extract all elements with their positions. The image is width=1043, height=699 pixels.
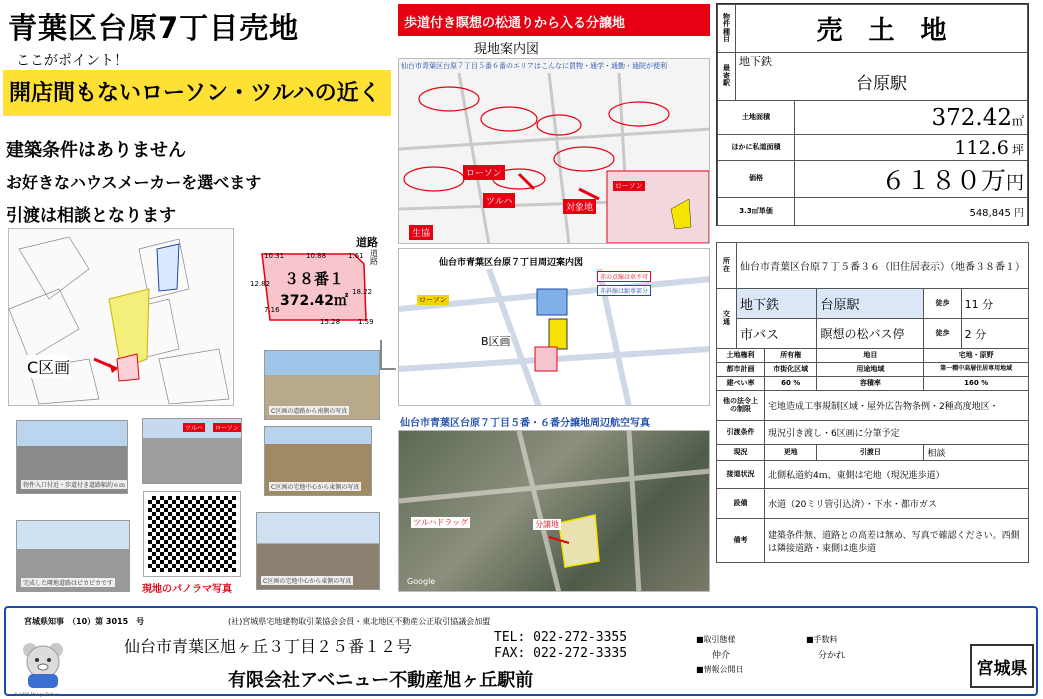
photo-lot-caption: C区画の宅地中心から東側の写真 xyxy=(263,578,352,585)
city-label: 都市計画 xyxy=(717,363,765,377)
company-address: 仙台市青葉区旭ヶ丘３丁目２５番１２号 xyxy=(124,637,413,656)
road-label: 道路 xyxy=(356,236,378,249)
tesuryo-value: 分かれ xyxy=(818,651,846,661)
youseki-unit: % xyxy=(981,378,989,387)
kenpei-value: 60 xyxy=(781,378,791,387)
address-label: 所在 xyxy=(717,243,737,289)
price-value: ６１８０万 xyxy=(880,166,1006,195)
chimoku-label: 地目 xyxy=(817,349,924,363)
subdivision-plan xyxy=(8,228,234,406)
kenpei-label: 建ぺい率 xyxy=(717,377,765,391)
photo-entrance xyxy=(16,420,128,494)
unit-price-value: 548,845 xyxy=(969,208,1011,219)
qr-code[interactable] xyxy=(144,492,240,576)
photo-tsuruha-tag: ツルハ xyxy=(185,425,203,432)
aerial-drugstore-tag: ツルハドラッグ xyxy=(413,518,469,527)
torihiki-label: ■取引態様 xyxy=(696,635,736,644)
walk-label-2: 徒歩 xyxy=(924,319,961,349)
other-label: 他の法令上の制限 xyxy=(717,391,765,421)
lot-area: 372.42㎡ xyxy=(280,293,349,309)
station-label: 最寄駅 xyxy=(718,53,736,101)
unit-price-label: 3.3㎡単価 xyxy=(718,198,795,226)
aerial-photo xyxy=(398,430,710,592)
traffic-label: 交通 xyxy=(717,289,737,349)
page-title: 青葉区台原7丁目売地 xyxy=(8,11,300,45)
highlight-bar: 開店間もないローソン・ツルハの近く xyxy=(3,70,391,116)
surround-lawson-tag: ローソン xyxy=(419,296,447,304)
summary-box xyxy=(716,3,1029,226)
fax: FAX: 022-272-3335 xyxy=(494,646,628,661)
train-line: 地下鉄 xyxy=(737,289,817,319)
surround-map-drawing xyxy=(399,249,710,406)
panorama-label: 現地のパノラマ写真 xyxy=(142,584,232,595)
guide-map-label: 現地案内図 xyxy=(474,42,540,57)
map-coop-tag: 生協 xyxy=(409,225,433,240)
lot-number: ３８番１ xyxy=(284,270,345,288)
lot-dim-8: 1.59 xyxy=(358,318,374,326)
kenpei-unit: % xyxy=(793,378,801,387)
walk-label-1: 徒歩 xyxy=(924,289,961,319)
surround-map-title: 仙台市青葉区台原７丁目周辺案内図 xyxy=(439,258,584,268)
city-value: 市街化区域 xyxy=(764,363,817,377)
tsubo-label: ほかに私道面積 xyxy=(718,135,795,161)
surround-note-2: 赤斜線は縮専部分 xyxy=(597,285,651,296)
setsudo-label: 接道状況 xyxy=(717,461,765,489)
chimoku-value: 宅地・原野 xyxy=(924,349,1029,363)
setsubi-value: 水道（20ミリ管引込済）・下水・都市ガス xyxy=(764,489,1028,519)
unit-price-unit: 円 xyxy=(1014,208,1024,219)
bus-stop: 瞑想の松バス停 xyxy=(817,319,924,349)
lot-dim-6: 7.16 xyxy=(264,306,280,314)
right-label: 土地権利 xyxy=(717,349,765,363)
feature-2: お好きなハウスメーカーを選べます xyxy=(6,173,262,192)
point-label: ここがポイント！ xyxy=(16,53,128,69)
other-value: 宅地造成工事規制区域・屋外広告物条例・2種高度地区・ xyxy=(764,391,1028,421)
station-value: 台原駅 xyxy=(856,74,907,94)
map-lawson-tag: ローソン xyxy=(463,165,505,180)
station-line: 地下鉄 xyxy=(739,55,772,68)
association: (社)宮城県宅地建物取引業協会会員・東北地区不動産公正取引協議会加盟 xyxy=(228,617,491,626)
youseki-value: 160 xyxy=(964,378,979,387)
price-unit: 円 xyxy=(1006,173,1024,194)
lot-diagram xyxy=(244,236,384,336)
photo-shops xyxy=(142,418,242,484)
surround-note-1: 赤の点線は車不可 xyxy=(597,271,651,282)
aerial-google-mark: Google xyxy=(407,577,436,586)
lot-dim-5: 18.22 xyxy=(352,288,373,296)
banner: 歩道付き瞑想の松通りから入る分譲地 xyxy=(398,4,710,36)
address-value: 仙台市青葉区台原７丁５番３６（旧住居表示）（地番３８番１） xyxy=(737,243,1029,289)
genkyo-value: 更地 xyxy=(764,445,817,461)
joho-label: ■情報公開日 xyxy=(696,665,744,674)
tel[interactable]: TEL: 022-272-3355 xyxy=(494,630,628,645)
lot-dim-7: 15.28 xyxy=(320,318,341,326)
train-station: 台原駅 xyxy=(817,289,924,319)
prefecture-stamp: 宮城県 xyxy=(970,644,1034,688)
lot-dim-1: 10.31 xyxy=(264,252,285,260)
license-number: 宮城県知事 （10）第 3015 号 xyxy=(24,617,145,626)
shubetsu-label: 物件種目 xyxy=(718,5,736,53)
surround-map xyxy=(398,248,710,406)
feature-3: 引渡は相談となります xyxy=(6,206,176,226)
guide-map-caption: 仙台市青葉区台原７丁目５番６番のエリアはこんなに買物・通学・通勤・通院が便利 xyxy=(401,62,667,70)
aerial-title: 仙台市青葉区台原７丁目５番・６番分譲地周辺航空写真 xyxy=(400,418,650,429)
photo-east xyxy=(264,426,372,496)
setsudo-value: 北側私道約4ｍ、東側は宅地（現況進歩道） xyxy=(764,461,1028,489)
area-value: 372.42 xyxy=(931,104,1012,131)
map-tsuruha-tag: ツルハ xyxy=(483,193,515,208)
connector-line xyxy=(380,340,396,370)
bear-mascot-icon xyxy=(18,638,68,692)
aerial-overlay xyxy=(399,431,710,592)
c-area-label: C区画 xyxy=(27,355,70,378)
bear-logo xyxy=(18,638,68,692)
youto-label: 用途地域 xyxy=(817,363,924,377)
lot-dim-4: 12.82 xyxy=(250,280,271,288)
setsubi-label: 設備 xyxy=(717,489,765,519)
hiki-label: 引渡日 xyxy=(817,445,924,461)
detail-box xyxy=(716,242,1029,594)
youto-value: 第一種中高層住居専用地域 xyxy=(924,363,1029,377)
b-area-label: B区画 xyxy=(481,335,511,348)
lot-dim-3: 1.61 xyxy=(348,252,364,260)
right-value: 所有権 xyxy=(764,349,817,363)
photo-entrance-caption: 物件入口付近・歩道付き道路幅約６ｍ xyxy=(23,482,126,489)
train-min-unit: 分 xyxy=(982,297,994,311)
torihiki-value: 仲介 xyxy=(712,651,731,661)
hiki-value: 相談 xyxy=(924,445,1029,461)
train-min: 11 xyxy=(964,297,979,311)
area-label: 土地面積 xyxy=(718,101,795,135)
hikiwatashi-label: 引渡条件 xyxy=(717,421,765,445)
feature-1: 建築条件はありません xyxy=(6,140,186,161)
photo-east-caption: C区画の宅地中心から東側の写真 xyxy=(271,484,360,491)
shubetsu-value: 売 土 地 xyxy=(736,5,1028,53)
guide-map xyxy=(398,58,710,244)
photo-road xyxy=(16,520,130,592)
company-name: 有限会社アベニュー不動産旭ヶ丘駅前 xyxy=(228,670,534,691)
biko-label: 備考 xyxy=(717,519,765,563)
subdivision-plan-drawing xyxy=(9,229,234,406)
bus-line: 市バス xyxy=(737,319,817,349)
road-side-label: 道路 xyxy=(370,249,378,266)
lot-dim-2: 10.88 xyxy=(306,252,327,260)
photo-south xyxy=(264,350,380,420)
photo-south-caption: C区画の道路から南側の写真 xyxy=(271,408,348,415)
bus-min-unit: 分 xyxy=(975,327,987,341)
tesuryo-label: ■手数料 xyxy=(806,635,838,644)
photo-lot xyxy=(256,512,380,590)
genkyo-label: 現況 xyxy=(717,445,765,461)
bus-min: 2 xyxy=(964,327,972,341)
price-label: 価格 xyxy=(718,161,795,198)
photo-road-caption: 完成した隣地道路はピカピカです xyxy=(23,580,114,587)
tsubo-value: 112.6 xyxy=(954,136,1009,159)
inset-lawson-tag: ローソン xyxy=(615,182,643,190)
logo-caption: © 1998 Manga Torhun xyxy=(14,692,59,697)
aerial-bunjo-tag: 分譲地 xyxy=(535,520,559,529)
youseki-label: 容積率 xyxy=(817,377,924,391)
biko-value: 建築条件無、道路との高差は無め、写真で確認ください。西側は隣接道路・東側は進歩道 xyxy=(764,519,1028,563)
hikiwatashi-value: 現況引き渡し・6区画に分筆予定 xyxy=(764,421,1028,445)
guide-map-drawing xyxy=(399,59,710,244)
map-target-tag: 対象地 xyxy=(563,199,596,214)
photo-lawson-tag: ローソン xyxy=(215,425,239,432)
tsubo-unit: 坪 xyxy=(1011,142,1024,157)
area-unit: ㎡ xyxy=(1011,113,1024,128)
footer xyxy=(4,606,1038,696)
